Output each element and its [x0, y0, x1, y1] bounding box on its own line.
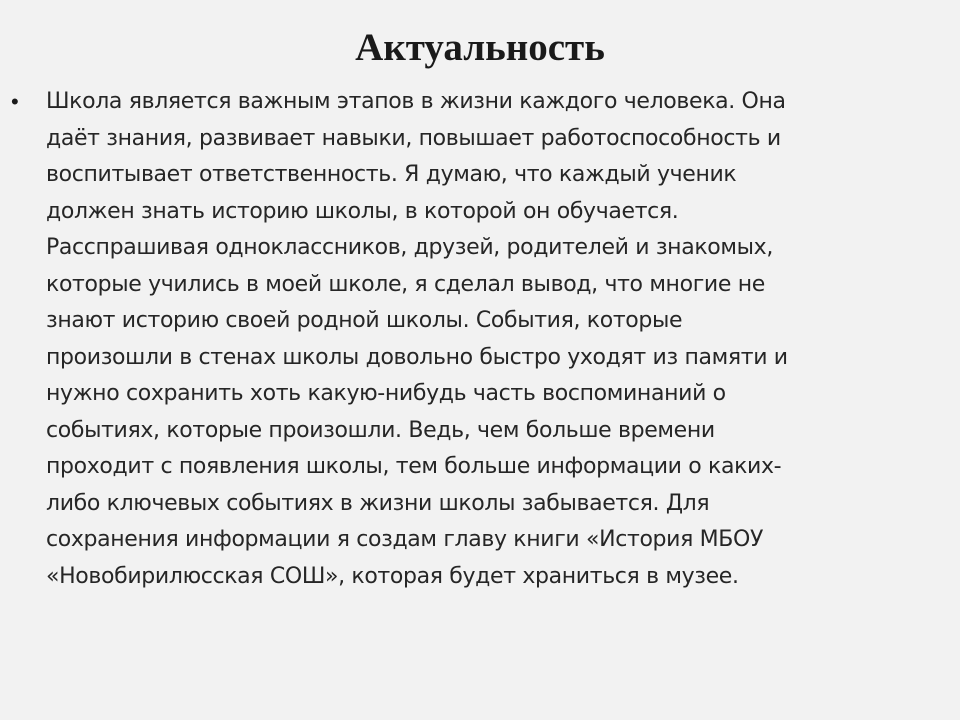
paragraph-line: Школа является важным этапов в жизни каждого человека. Она	[46, 89, 786, 114]
paragraph-line: которые учились в моей школе, я сделал вывод, что многие не	[46, 271, 765, 297]
bullet-list	[0, 84, 960, 595]
paragraph-line: Расспрашивая одноклассников, друзей, родителей и знакомых,	[46, 235, 773, 260]
paragraph-line: произошли в стенах школы довольно быстро уходят из памяти и	[46, 344, 788, 370]
paragraph-line: воспитывает ответственность. Я думаю, что каждый ученик	[46, 162, 737, 187]
paragraph-line: знают историю своей родной школы. События, которые	[46, 308, 683, 333]
slide-title: Актуальность	[355, 26, 605, 69]
paragraph-line: нужно сохранить хоть какую-нибудь часть воспоминаний о	[46, 381, 726, 406]
paragraph-line: даёт знания, развивает навыки, повышает работоспособность и	[46, 125, 781, 151]
paragraph-line: должен знать историю школы, в которой он обучается.	[46, 198, 679, 224]
paragraph-line: сохранения информации я создам главу книги «История МБОУ	[46, 527, 764, 552]
paragraph-line: событиях, которые произошли. Ведь, чем больше времени	[46, 417, 715, 443]
paragraph-line: либо ключевых событиях в жизни школы забывается. Для	[46, 490, 710, 516]
paragraph-line: «Новобирилюсская СОШ», которая будет храниться в музее.	[46, 563, 739, 589]
paragraph-line: проходит с появления школы, тем больше информации о каких-	[46, 454, 782, 479]
bullet-item	[0, 84, 960, 595]
bullet-point-icon: •	[11, 89, 19, 114]
